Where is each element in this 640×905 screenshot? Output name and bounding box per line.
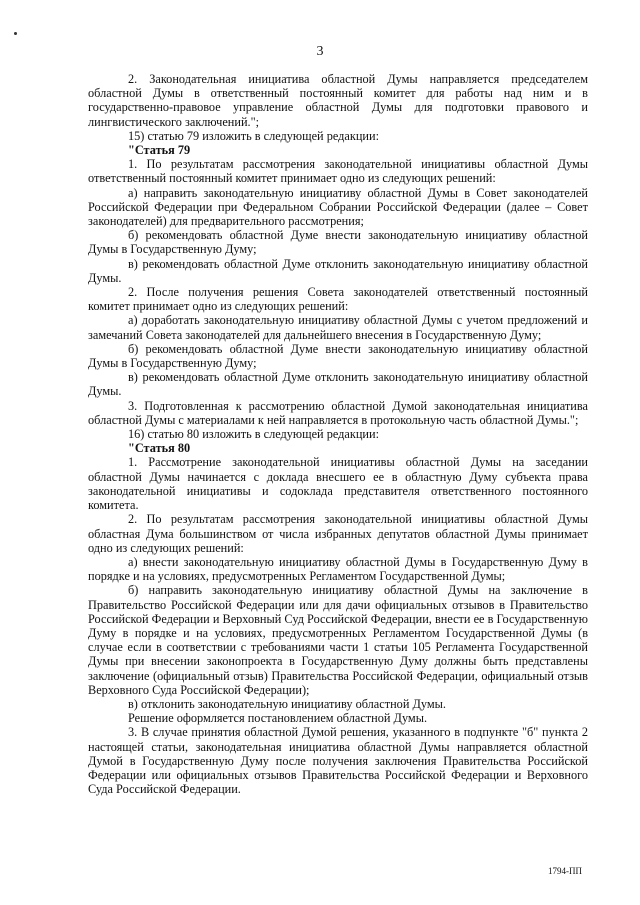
article-heading: "Статья 80 [128,441,191,456]
paragraph: 16) статью 80 изложить в следующей редакции: [128,427,379,442]
paragraph: 3. В случае принятия областной Думой решения, указанного в подпункте "б" пункта 2 настоящей статьи, законодательная инициатива областной Думы направляется областной Думой в Государственную Думу после получения заключения Правительства Российской Федерации или официальных отзывов Правительства Российской Федерации и Верховного Суда Российской Федерации. [88,725,588,797]
paragraph: в) отклонить законодательную инициативу областной Думы. [128,696,446,711]
paragraph: 2. После получения решения Совета законодателей ответственный постоянный комитет принимает одно из следующих решений: [88,285,588,314]
article-heading: "Статья 79 [128,143,191,158]
page-number: 3 [316,44,324,59]
paragraph: б) направить законодательную инициативу областной Думы на заключение в Правительство Российской Федерации или для дачи официальных отзывов в Правительство Российской Федерации и Верховный Суд Российской Федерации, внести ее в Государственную Думу в порядке и на условиях, предусмотренных Регламентом Государственной Думы (в случае если в соответствии с требованиями части 1 статьи 105 Регламента Государственной Думы при внесении законопроекта в Государственную Думу должны быть представлены заключение (официальный отзыв) Правительства Российской Федерации, официальный отзыв Верховного Суда Российской Федерации); [88,583,588,697]
paragraph: б) рекомендовать областной Думе внести законодательную инициативу областной Думы в Государственную Думу; [88,341,588,371]
paragraph: в) рекомендовать областной Думе отклонить законодательную инициативу областной Думы. [88,370,588,399]
paragraph: 1. По результатам рассмотрения законодательной инициативы областной Думы ответственный постоянный комитет принимает одно из следующих решений: [88,157,588,186]
paragraph: а) внести законодательную инициативу областной Думы в Государственную Думу в порядке и на условиях, предусмотренных Регламентом Государственной Думы; [88,554,588,584]
document-body [88,72,588,796]
paragraph: а) доработать законодательную инициативу областной Думы с учетом предложений и замечаний Совета законодателей для дальнейшего внесения в Государственную Думу; [88,313,588,342]
paragraph: 2. Законодательная инициатива областной Думы направляется председателем областной Думы в ответственный постоянный комитет для работы над ним и в государственно-правовое управление областной Думы для подготовки правового и лингвистического заключений."; [88,72,588,129]
paragraph: 3. Подготовленная к рассмотрению областной Думой законодательная инициатива областной Думы с материалами к ней направляется в протокольную часть областной Думы."; [88,398,588,427]
scan-speck [14,32,17,35]
paragraph: Решение оформляется постановлением областной Думы. [128,711,428,726]
paragraph: в) рекомендовать областной Думе отклонить законодательную инициативу областной Думы. [88,256,588,285]
paragraph: 15) статью 79 изложить в следующей редакции: [128,128,379,143]
document-code: 1794-ПП [548,866,582,876]
paragraph: а) направить законодательную инициативу областной Думы в Совет законодателей Российской Федерации при Федеральном Собрании Российской Федерации (далее – Совет законодателей) для предварительного рассмотрения; [88,185,588,229]
paragraph: 2. По результатам рассмотрения законодательной инициативы областной Думы областная Дума большинством от числа избранных депутатов областной Думы принимает одно из следующих решений: [88,512,588,555]
paragraph: 1. Рассмотрение законодательной инициативы областной Думы на заседании областной Думы начинается с доклада внесшего ее в областную Думу субъекта права законодательной инициативы и содоклада представителя ответственного постоянного комитета. [88,455,588,513]
paragraph: б) рекомендовать областной Думе внести законодательную инициативу областной Думы в Государственную Думу; [88,228,588,257]
